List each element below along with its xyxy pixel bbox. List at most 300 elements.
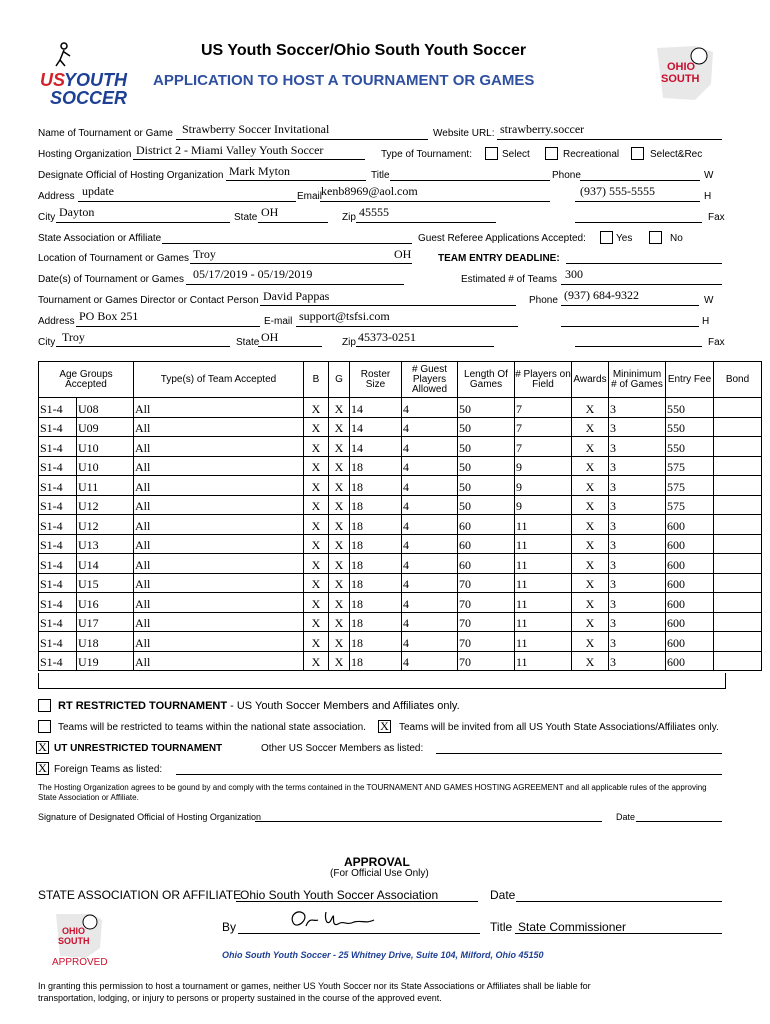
header-team-types: Type(s) of Team Accepted (134, 362, 304, 398)
cell-team-type[interactable]: All (134, 495, 304, 515)
cell-entry-fee[interactable]: 600 (666, 534, 714, 554)
cell-guest-players[interactable]: 4 (402, 573, 458, 593)
cell-players-on-field[interactable]: 11 (515, 651, 572, 671)
approval-heading: APPROVAL (344, 855, 410, 869)
invited-checkbox[interactable]: X (378, 720, 391, 733)
phone2-value: (937) 684-9322 (564, 288, 639, 302)
cell-players-on-field[interactable]: 11 (515, 554, 572, 574)
hosting-org-field[interactable] (133, 159, 365, 160)
table-row (39, 632, 762, 652)
approval-address: Ohio South Youth Soccer - 25 Whitney Drive, Suite 104, Milford, Ohio 45150 (222, 950, 544, 960)
cell-entry-fee[interactable]: 575 (666, 456, 714, 476)
cell-girls[interactable]: X (329, 476, 350, 496)
cell-age-group[interactable]: U13 (77, 534, 134, 554)
cell-game-length[interactable]: 70 (458, 573, 515, 593)
type-label: Type of Tournament: (381, 149, 472, 160)
type-select-rec-label: Select&Rec (650, 149, 703, 160)
cell-roster-size[interactable]: 18 (350, 456, 402, 476)
cell-roster-size[interactable]: 18 (350, 593, 402, 613)
header-b: B (304, 362, 329, 398)
referee-yes-label: Yes (616, 233, 633, 244)
cell-girls[interactable]: X (329, 632, 350, 652)
approval-state-assoc-label: STATE ASSOCIATION OR AFFILIATE (38, 888, 242, 902)
cell-age-group[interactable]: U08 (77, 398, 134, 418)
location-field[interactable] (190, 263, 412, 264)
table-row (39, 651, 762, 671)
table-header-row (39, 362, 762, 398)
cell-players-on-field[interactable]: 7 (515, 417, 572, 437)
cell-game-length[interactable]: 50 (458, 437, 515, 457)
cell-entry-fee[interactable]: 550 (666, 417, 714, 437)
cell-girls[interactable]: X (329, 573, 350, 593)
cell-game-length[interactable]: 70 (458, 612, 515, 632)
header-min-games: Mininimum # of Games (609, 362, 666, 398)
cell-players-on-field[interactable]: 11 (515, 593, 572, 613)
cell-game-length[interactable]: 70 (458, 632, 515, 652)
cell-age-group[interactable]: U12 (77, 515, 134, 535)
cell-boys[interactable]: X (304, 456, 329, 476)
cell-game-length[interactable]: 60 (458, 554, 515, 574)
type-select-checkbox[interactable] (485, 147, 498, 160)
city2-label: City (38, 337, 56, 348)
table-row (39, 612, 762, 632)
fax2-field[interactable] (575, 346, 702, 347)
email-field[interactable] (320, 201, 550, 202)
svg-text:US: US (40, 70, 66, 90)
cell-game-length[interactable]: 50 (458, 495, 515, 515)
cell-game-length[interactable]: 50 (458, 398, 515, 418)
ut-checkbox[interactable]: X (36, 741, 49, 754)
phone2-field[interactable] (561, 305, 699, 306)
national-checkbox[interactable] (38, 720, 51, 733)
cell-boys[interactable]: X (304, 632, 329, 652)
cell-entry-fee[interactable]: 550 (666, 398, 714, 418)
cell-girls[interactable]: X (329, 437, 350, 457)
email2-label: E-mail (264, 316, 293, 327)
cell-min-games[interactable]: 3 (609, 456, 666, 476)
cell-awards[interactable]: X (572, 534, 609, 554)
website-value: strawberry.soccer (500, 122, 585, 136)
cell-min-games[interactable]: 3 (609, 495, 666, 515)
phone-w-suffix: W (704, 170, 714, 181)
cell-season[interactable]: S1-4 (39, 456, 77, 476)
cell-roster-size[interactable]: 14 (350, 437, 402, 457)
state2-field[interactable] (258, 346, 322, 347)
page-title: US Youth Soccer/Ohio South Youth Soccer (201, 42, 527, 59)
cell-team-type[interactable]: All (134, 476, 304, 496)
tournament-name-field[interactable] (176, 139, 428, 140)
cell-roster-size[interactable]: 18 (350, 573, 402, 593)
cell-players-on-field[interactable]: 9 (515, 476, 572, 496)
cell-boys[interactable]: X (304, 515, 329, 535)
cell-roster-size[interactable]: 14 (350, 417, 402, 437)
cell-bond[interactable] (714, 632, 762, 652)
cell-age-group[interactable]: U14 (77, 554, 134, 574)
cell-awards[interactable]: X (572, 573, 609, 593)
cell-team-type[interactable]: All (134, 554, 304, 574)
cell-guest-players[interactable]: 4 (402, 515, 458, 535)
foreign-checkbox[interactable]: X (36, 762, 49, 775)
phone2-label: Phone (529, 295, 558, 306)
header-g: G (329, 362, 350, 398)
cell-boys[interactable]: X (304, 417, 329, 437)
city-field[interactable] (56, 222, 230, 223)
cell-girls[interactable]: X (329, 651, 350, 671)
cell-roster-size[interactable]: 18 (350, 495, 402, 515)
cell-awards[interactable]: X (572, 515, 609, 535)
cell-bond[interactable] (714, 495, 762, 515)
cell-guest-players[interactable]: 4 (402, 651, 458, 671)
cell-girls[interactable]: X (329, 456, 350, 476)
cell-game-length[interactable]: 50 (458, 456, 515, 476)
cell-players-on-field[interactable]: 11 (515, 573, 572, 593)
cell-awards[interactable]: X (572, 437, 609, 457)
dates-field[interactable] (186, 284, 404, 285)
dates-value: 05/17/2019 - 05/19/2019 (193, 267, 313, 281)
cell-guest-players[interactable]: 4 (402, 437, 458, 457)
foreign-field[interactable] (176, 774, 722, 775)
cell-awards[interactable]: X (572, 651, 609, 671)
phone-h-value: (937) 555-5555 (580, 184, 655, 198)
agreement-date-field[interactable] (636, 821, 722, 822)
cell-entry-fee[interactable]: 600 (666, 612, 714, 632)
cell-bond[interactable] (714, 651, 762, 671)
cell-entry-fee[interactable]: 600 (666, 573, 714, 593)
director-field[interactable] (260, 305, 516, 306)
cell-players-on-field[interactable]: 9 (515, 495, 572, 515)
cell-players-on-field[interactable]: 9 (515, 456, 572, 476)
rt-label: RT RESTRICTED TOURNAMENT (58, 700, 228, 712)
email-value: kenb8969@aol.com (321, 184, 418, 198)
signature-field[interactable] (255, 821, 602, 822)
cell-roster-size[interactable]: 18 (350, 651, 402, 671)
cell-boys[interactable]: X (304, 476, 329, 496)
address-label: Address (38, 191, 75, 202)
cell-game-length[interactable]: 60 (458, 515, 515, 535)
designate-field[interactable] (226, 180, 366, 181)
foreign-label: Foreign Teams as listed: (54, 764, 163, 775)
cell-min-games[interactable]: 3 (609, 476, 666, 496)
cell-age-group[interactable]: U16 (77, 593, 134, 613)
cell-girls[interactable]: X (329, 593, 350, 613)
page-subtitle: APPLICATION TO HOST A TOURNAMENT OR GAMES (153, 72, 535, 89)
est-teams-label: Estimated # of Teams (461, 274, 557, 285)
cell-bond[interactable] (714, 456, 762, 476)
cell-min-games[interactable]: 3 (609, 398, 666, 418)
cell-guest-players[interactable]: 4 (402, 534, 458, 554)
cell-players-on-field[interactable]: 7 (515, 437, 572, 457)
zip-value: 45555 (359, 205, 389, 219)
cell-roster-size[interactable]: 14 (350, 398, 402, 418)
cell-age-group[interactable]: U11 (77, 476, 134, 496)
phone-h-field[interactable] (575, 201, 700, 202)
cell-entry-fee[interactable]: 550 (666, 437, 714, 457)
cell-age-group[interactable]: U10 (77, 456, 134, 476)
phone2-h-field[interactable] (561, 326, 699, 327)
title-field[interactable] (390, 180, 550, 181)
address2-value: PO Box 251 (79, 309, 139, 323)
cell-game-length[interactable]: 50 (458, 417, 515, 437)
cell-players-on-field[interactable]: 11 (515, 534, 572, 554)
email2-field[interactable] (296, 326, 518, 327)
cell-team-type[interactable]: All (134, 612, 304, 632)
cell-season[interactable]: S1-4 (39, 534, 77, 554)
cell-age-group[interactable]: U18 (77, 632, 134, 652)
cell-awards[interactable]: X (572, 593, 609, 613)
type-recreational-checkbox[interactable] (545, 147, 558, 160)
cell-guest-players[interactable]: 4 (402, 495, 458, 515)
type-recreational-label: Recreational (563, 149, 620, 160)
cell-min-games[interactable]: 3 (609, 612, 666, 632)
cell-guest-players[interactable]: 4 (402, 456, 458, 476)
cell-roster-size[interactable]: 18 (350, 612, 402, 632)
cell-team-type[interactable]: All (134, 632, 304, 652)
cell-awards[interactable]: X (572, 456, 609, 476)
address-value: update (82, 184, 114, 198)
cell-team-type[interactable]: All (134, 515, 304, 535)
cell-team-type[interactable]: All (134, 534, 304, 554)
cell-girls[interactable]: X (329, 554, 350, 574)
cell-min-games[interactable]: 3 (609, 554, 666, 574)
cell-entry-fee[interactable]: 575 (666, 476, 714, 496)
est-teams-field[interactable] (561, 284, 722, 285)
cell-girls[interactable]: X (329, 398, 350, 418)
cell-guest-players[interactable]: 4 (402, 554, 458, 574)
cell-season[interactable]: S1-4 (39, 651, 77, 671)
cell-min-games[interactable]: 3 (609, 437, 666, 457)
title-label: Title (371, 170, 390, 181)
approval-date-field[interactable] (516, 901, 722, 902)
cell-boys[interactable]: X (304, 495, 329, 515)
cell-team-type[interactable]: All (134, 417, 304, 437)
state2-value: OH (261, 330, 279, 344)
cell-bond[interactable] (714, 417, 762, 437)
website-field[interactable] (497, 139, 722, 140)
header-awards: Awards (572, 362, 609, 398)
cell-entry-fee[interactable]: 600 (666, 593, 714, 613)
cell-awards[interactable]: X (572, 398, 609, 418)
state-field[interactable] (258, 222, 328, 223)
svg-text:OHIO: OHIO (667, 61, 696, 73)
referee-yes-checkbox[interactable] (600, 231, 613, 244)
cell-boys[interactable]: X (304, 534, 329, 554)
approval-title-label: Title (490, 920, 513, 934)
cell-roster-size[interactable]: 18 (350, 476, 402, 496)
location-state-value: OH (394, 247, 412, 261)
hosting-org-label: Hosting Organization (38, 149, 132, 160)
cell-age-group[interactable]: U19 (77, 651, 134, 671)
state-assoc-field[interactable] (162, 243, 412, 244)
cell-game-length[interactable]: 70 (458, 593, 515, 613)
cell-entry-fee[interactable]: 600 (666, 554, 714, 574)
cell-girls[interactable]: X (329, 417, 350, 437)
svg-text:SOUTH: SOUTH (58, 936, 90, 946)
cell-game-length[interactable]: 50 (458, 476, 515, 496)
phone-h-suffix: H (704, 191, 712, 202)
cell-season[interactable]: S1-4 (39, 437, 77, 457)
cell-awards[interactable]: X (572, 612, 609, 632)
cell-awards[interactable]: X (572, 476, 609, 496)
cell-bond[interactable] (714, 437, 762, 457)
other-members-field[interactable] (436, 753, 722, 754)
director-label: Tournament or Games Director or Contact Person (38, 295, 259, 306)
type-select-label: Select (502, 149, 530, 160)
designate-label: Designate Official of Hosting Organization (38, 170, 224, 181)
svg-text:YOUTH: YOUTH (64, 70, 127, 90)
cell-season[interactable]: S1-4 (39, 476, 77, 496)
cell-min-games[interactable]: 3 (609, 632, 666, 652)
cell-guest-players[interactable]: 4 (402, 476, 458, 496)
agreement-text: The Hosting Organization agrees to be gound by and comply with the terms contained in the TOURNAMENT AND GAMES HOSTING AGREEMENT and all applicable rules of the approving State Association or Affiliate. (38, 783, 707, 802)
cell-guest-players[interactable]: 4 (402, 417, 458, 437)
zip2-field[interactable] (356, 346, 494, 347)
cell-team-type[interactable]: All (134, 573, 304, 593)
cell-age-group[interactable]: U15 (77, 573, 134, 593)
us-youth-soccer-logo (38, 40, 128, 110)
header-age-groups: Age Groups Accepted (39, 362, 134, 398)
cell-boys[interactable]: X (304, 573, 329, 593)
cell-team-type[interactable]: All (134, 651, 304, 671)
cell-min-games[interactable]: 3 (609, 573, 666, 593)
approval-state-assoc-field[interactable] (236, 901, 478, 902)
cell-awards[interactable]: X (572, 417, 609, 437)
cell-team-type[interactable]: All (134, 593, 304, 613)
cell-boys[interactable]: X (304, 612, 329, 632)
cell-entry-fee[interactable]: 600 (666, 651, 714, 671)
zip-label: Zip (342, 212, 356, 223)
type-select-rec-checkbox[interactable] (631, 147, 644, 160)
est-teams-value: 300 (565, 267, 583, 281)
table-row (39, 593, 762, 613)
cell-roster-size[interactable]: 18 (350, 632, 402, 652)
cell-season[interactable]: S1-4 (39, 398, 77, 418)
cell-season[interactable]: S1-4 (39, 612, 77, 632)
cell-awards[interactable]: X (572, 554, 609, 574)
state-value: OH (261, 205, 279, 219)
cell-players-on-field[interactable]: 11 (515, 612, 572, 632)
email-label: Email (297, 191, 323, 202)
cell-min-games[interactable]: 3 (609, 417, 666, 437)
phone2-w-suffix: W (704, 295, 714, 306)
cell-guest-players[interactable]: 4 (402, 632, 458, 652)
deadline-field[interactable] (566, 263, 722, 264)
cell-season[interactable]: S1-4 (39, 515, 77, 535)
cell-roster-size[interactable]: 18 (350, 554, 402, 574)
table-row (39, 417, 762, 437)
referee-no-label: No (670, 233, 683, 244)
cell-guest-players[interactable]: 4 (402, 612, 458, 632)
cell-boys[interactable]: X (304, 398, 329, 418)
cell-team-type[interactable]: All (134, 398, 304, 418)
cell-players-on-field[interactable]: 11 (515, 632, 572, 652)
cell-season[interactable]: S1-4 (39, 417, 77, 437)
phone-w-field[interactable] (580, 180, 700, 181)
cell-season[interactable]: S1-4 (39, 554, 77, 574)
rt-checkbox[interactable] (38, 699, 51, 712)
cell-roster-size[interactable]: 18 (350, 515, 402, 535)
table-footer-box (38, 673, 726, 689)
cell-girls[interactable]: X (329, 612, 350, 632)
address2-field[interactable] (76, 326, 260, 327)
cell-guest-players[interactable]: 4 (402, 593, 458, 613)
table-row (39, 437, 762, 457)
cell-entry-fee[interactable]: 575 (666, 495, 714, 515)
cell-game-length[interactable]: 60 (458, 534, 515, 554)
cell-bond[interactable] (714, 593, 762, 613)
cell-girls[interactable]: X (329, 534, 350, 554)
cell-bond[interactable] (714, 554, 762, 574)
cell-season[interactable]: S1-4 (39, 593, 77, 613)
cell-bond[interactable] (714, 515, 762, 535)
cell-bond[interactable] (714, 476, 762, 496)
cell-age-group[interactable]: U12 (77, 495, 134, 515)
cell-entry-fee[interactable]: 600 (666, 632, 714, 652)
cell-min-games[interactable]: 3 (609, 651, 666, 671)
cell-boys[interactable]: X (304, 651, 329, 671)
cell-season[interactable]: S1-4 (39, 495, 77, 515)
cell-players-on-field[interactable]: 11 (515, 515, 572, 535)
cell-girls[interactable]: X (329, 495, 350, 515)
cell-team-type[interactable]: All (134, 437, 304, 457)
cell-bond[interactable] (714, 534, 762, 554)
email2-value: support@tsfsi.com (299, 309, 390, 323)
address-field[interactable] (78, 201, 296, 202)
header-length: Length Of Games (458, 362, 515, 398)
cell-min-games[interactable]: 3 (609, 534, 666, 554)
ut-label: UT UNRESTRICTED TOURNAMENT (54, 743, 223, 754)
other-members-label: Other US Soccer Members as listed: (261, 743, 424, 754)
cell-season[interactable]: S1-4 (39, 573, 77, 593)
cell-boys[interactable]: X (304, 593, 329, 613)
zip2-label: Zip (342, 337, 356, 348)
dates-label: Date(s) of Tournament or Games (38, 274, 184, 285)
fax-field[interactable] (575, 222, 702, 223)
referee-no-checkbox[interactable] (649, 231, 662, 244)
cell-roster-size[interactable]: 18 (350, 534, 402, 554)
approval-sub: (For Official Use Only) (330, 868, 429, 879)
table-row (39, 476, 762, 496)
cell-min-games[interactable]: 3 (609, 593, 666, 613)
cell-game-length[interactable]: 70 (458, 651, 515, 671)
cell-awards[interactable]: X (572, 632, 609, 652)
cell-boys[interactable]: X (304, 437, 329, 457)
cell-age-group[interactable]: U09 (77, 417, 134, 437)
svg-text:OHIO: OHIO (62, 926, 86, 936)
cell-awards[interactable]: X (572, 495, 609, 515)
cell-guest-players[interactable]: 4 (402, 398, 458, 418)
city2-field[interactable] (56, 346, 230, 347)
cell-season[interactable]: S1-4 (39, 632, 77, 652)
agreement-date-label: Date (616, 812, 636, 822)
cell-bond[interactable] (714, 398, 762, 418)
phone-label: Phone (552, 170, 581, 181)
cell-boys[interactable]: X (304, 554, 329, 574)
cell-age-group[interactable]: U10 (77, 437, 134, 457)
header-bond: Bond (714, 362, 762, 398)
cell-age-group[interactable]: U17 (77, 612, 134, 632)
zip-field[interactable] (356, 222, 496, 223)
cell-min-games[interactable]: 3 (609, 515, 666, 535)
cell-team-type[interactable]: All (134, 456, 304, 476)
cell-bond[interactable] (714, 573, 762, 593)
invited-label: Teams will be invited from all US Youth State Associations/Affiliates only. (399, 722, 719, 733)
cell-girls[interactable]: X (329, 515, 350, 535)
cell-players-on-field[interactable]: 7 (515, 398, 572, 418)
cell-entry-fee[interactable]: 600 (666, 515, 714, 535)
table-row (39, 456, 762, 476)
cell-bond[interactable] (714, 612, 762, 632)
approval-title-field[interactable] (515, 933, 722, 934)
